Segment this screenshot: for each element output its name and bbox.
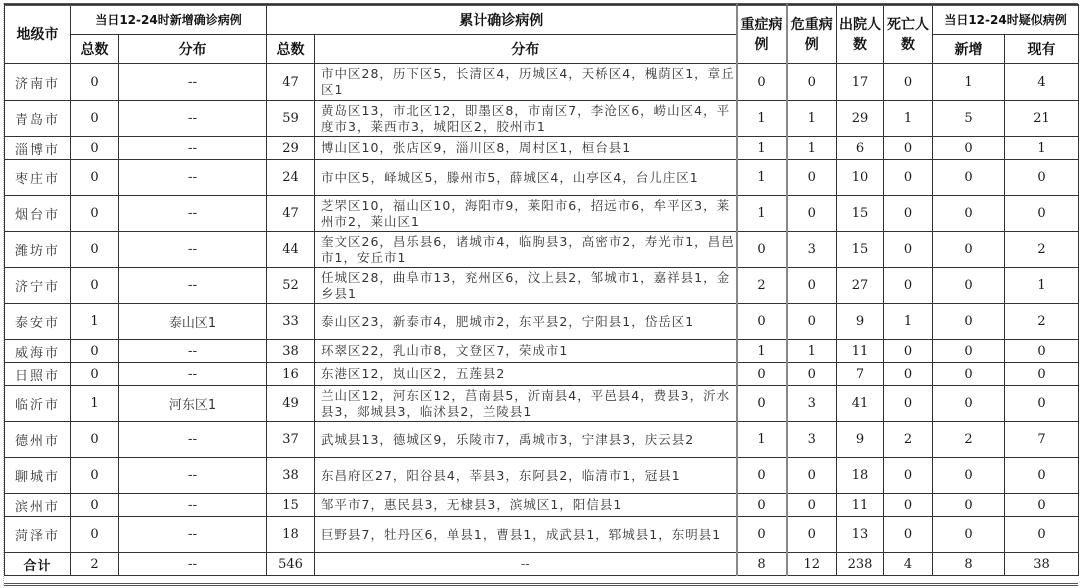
cum-distribution: 巨野县7，牡丹区6，单县1，曹县1，成武县1，郓城县1，东明县1 [315,517,737,553]
cum-distribution: 黄岛区13，市北区12，即墨区8，市南区7，李沧区6，崂山区4，平度市3，莱西市3，城阳区2，胶州市1 [315,101,737,137]
table-bottom-border [4,583,1078,586]
deaths-count: 0 [884,137,933,160]
cum-distribution: 任城区28，曲阜市13，兖州区6，汶上县2，邹城市1，嘉祥县1，金乡县1 [315,268,737,304]
city-name: 烟台市 [5,196,71,232]
new-distribution: 泰山区1 [119,304,267,340]
city-name: 合计 [5,553,71,576]
deaths-count: 1 [884,304,933,340]
cum-total: 18 [267,517,315,553]
deaths-count: 0 [884,64,933,101]
new-total: 0 [71,196,119,232]
table-row [5,517,1079,553]
header-new-confirmed: 当日12-24时新增确诊病例 [71,5,267,35]
critical-count: 1 [787,101,837,137]
suspect-new: 0 [933,340,1005,363]
suspect-existing: 0 [1005,196,1079,232]
suspect-new: 0 [933,517,1005,553]
cum-total: 38 [267,340,315,363]
city-name: 日照市 [5,363,71,386]
deaths-count: 0 [884,268,933,304]
cum-distribution: 博山区10，张店区9，淄川区8，周村区1，桓台县1 [315,137,737,160]
header-new-total: 总数 [71,35,119,64]
table-row [5,340,1079,363]
new-total: 0 [71,137,119,160]
suspect-new: 0 [933,268,1005,304]
suspect-new: 0 [933,304,1005,340]
header-city: 地级市 [5,5,71,64]
suspect-new: 0 [933,386,1005,422]
header-suspect-existing: 现有 [1005,35,1079,64]
cum-distribution: 芝罘区10，福山区10，海阳市9，莱阳市6，招远市6，牟平区3，莱州市2，莱山区1 [315,196,737,232]
deaths-count: 0 [884,160,933,196]
cum-total: 52 [267,268,315,304]
table-row [5,232,1079,268]
city-name: 青岛市 [5,101,71,137]
new-total: 0 [71,517,119,553]
suspect-new: 0 [933,458,1005,494]
new-distribution: -- [119,553,267,576]
critical-count: 0 [787,268,837,304]
cum-distribution: 东港区12，岚山区2，五莲县2 [315,363,737,386]
suspect-existing: 0 [1005,494,1079,517]
new-distribution: -- [119,458,267,494]
new-distribution: -- [119,363,267,386]
new-total: 0 [71,422,119,458]
new-total: 0 [71,160,119,196]
cum-distribution: 市中区5，峄城区5，滕州市5，薛城区4，山亭区4，台儿庄区1 [315,160,737,196]
city-name: 菏泽市 [5,517,71,553]
cum-distribution: 环翠区22，乳山市8，文登区7，荣成市1 [315,340,737,363]
severe-count: 0 [737,232,787,268]
severe-count: 0 [737,386,787,422]
critical-count: 1 [787,137,837,160]
city-name: 临沂市 [5,386,71,422]
deaths-count: 0 [884,386,933,422]
cum-total: 37 [267,422,315,458]
severe-count: 1 [737,340,787,363]
cum-total: 16 [267,363,315,386]
cum-distribution: 东昌府区27，阳谷县4，莘县3，东阿县2，临清市1，冠县1 [315,458,737,494]
severe-count: 1 [737,160,787,196]
discharged-count: 15 [837,232,884,268]
table-row [5,196,1079,232]
new-total: 0 [71,101,119,137]
header-deaths: 死亡人数 [884,5,933,64]
table-row [5,386,1079,422]
new-distribution: -- [119,160,267,196]
severe-count: 0 [737,517,787,553]
deaths-count: 0 [884,458,933,494]
new-distribution: -- [119,232,267,268]
city-name: 聊城市 [5,458,71,494]
discharged-count: 29 [837,101,884,137]
table-row [5,137,1079,160]
table-row [5,160,1079,196]
suspect-existing: 2 [1005,304,1079,340]
suspect-existing: 2 [1005,232,1079,268]
deaths-count: 0 [884,196,933,232]
deaths-count: 1 [884,101,933,137]
cum-total: 38 [267,458,315,494]
city-name: 德州市 [5,422,71,458]
header-severe: 重症病例 [737,5,787,64]
suspect-existing: 0 [1005,340,1079,363]
new-total: 0 [71,268,119,304]
new-distribution: -- [119,137,267,160]
critical-count: 3 [787,232,837,268]
new-distribution: -- [119,340,267,363]
severe-count: 0 [737,363,787,386]
severe-count: 1 [737,137,787,160]
header-suspect-new: 新增 [933,35,1005,64]
discharged-count: 6 [837,137,884,160]
new-distribution: 河东区1 [119,386,267,422]
discharged-count: 7 [837,363,884,386]
severe-count: 8 [737,553,787,576]
new-total: 0 [71,64,119,101]
critical-count: 3 [787,422,837,458]
deaths-count: 2 [884,422,933,458]
city-name: 潍坊市 [5,232,71,268]
suspect-new: 5 [933,101,1005,137]
critical-count: 0 [787,304,837,340]
discharged-count: 15 [837,196,884,232]
city-name: 威海市 [5,340,71,363]
suspect-new: 2 [933,422,1005,458]
new-total: 0 [71,363,119,386]
cum-total: 47 [267,196,315,232]
cum-distribution: -- [315,553,737,576]
new-total: 0 [71,458,119,494]
table-row [5,363,1079,386]
discharged-count: 9 [837,304,884,340]
discharged-count: 18 [837,458,884,494]
table-row [5,64,1079,101]
suspect-new: 0 [933,232,1005,268]
suspect-existing: 1 [1005,137,1079,160]
new-distribution: -- [119,64,267,101]
discharged-count: 13 [837,517,884,553]
new-total: 2 [71,553,119,576]
cum-total: 59 [267,101,315,137]
severe-count: 1 [737,422,787,458]
city-name: 济南市 [5,64,71,101]
critical-count: 0 [787,363,837,386]
severe-count: 0 [737,494,787,517]
deaths-count: 0 [884,494,933,517]
covid-case-table [4,4,1079,576]
header-critical: 危重病例 [787,5,837,64]
critical-count: 3 [787,386,837,422]
discharged-count: 11 [837,494,884,517]
cum-distribution: 泰山区23，新泰市4，肥城市2，东平县2，宁阳县1，岱岳区1 [315,304,737,340]
cum-total: 33 [267,304,315,340]
severe-count: 2 [737,268,787,304]
city-name: 枣庄市 [5,160,71,196]
suspect-existing: 38 [1005,553,1079,576]
new-total: 1 [71,386,119,422]
city-name: 淄博市 [5,137,71,160]
header-cum-distribution: 分布 [315,35,737,64]
suspect-new: 1 [933,64,1005,101]
critical-count: 1 [787,340,837,363]
header-new-distribution: 分布 [119,35,267,64]
cum-distribution: 市中区28，历下区5，长清区4，历城区4，天桥区4，槐荫区1，章丘区1 [315,64,737,101]
discharged-count: 10 [837,160,884,196]
severe-count: 0 [737,64,787,101]
critical-count: 0 [787,196,837,232]
header-cum-total: 总数 [267,35,315,64]
new-distribution: -- [119,101,267,137]
city-name: 滨州市 [5,494,71,517]
deaths-count: 0 [884,517,933,553]
discharged-count: 238 [837,553,884,576]
deaths-count: 4 [884,553,933,576]
cum-distribution: 邹平市7，惠民县3，无棣县3，滨城区1，阳信县1 [315,494,737,517]
severe-count: 1 [737,101,787,137]
new-total: 0 [71,340,119,363]
new-total: 0 [71,494,119,517]
new-distribution: -- [119,268,267,304]
critical-count: 0 [787,517,837,553]
suspect-existing: 7 [1005,422,1079,458]
table-top-border [4,3,1078,6]
suspect-existing: 4 [1005,64,1079,101]
cum-distribution: 兰山区12，河东区12，莒南县5，沂南县4，平邑县4，费县3，沂水县3，郯城县3，临沭县2，兰陵县1 [315,386,737,422]
new-distribution: -- [119,494,267,517]
discharged-count: 27 [837,268,884,304]
critical-count: 0 [787,494,837,517]
header-suspected: 当日12-24时疑似病例 [933,5,1079,35]
suspect-new: 0 [933,363,1005,386]
discharged-count: 9 [837,422,884,458]
cum-distribution: 武城县13，德城区9，乐陵市7，禹城市3，宁津县3，庆云县2 [315,422,737,458]
cum-total: 546 [267,553,315,576]
deaths-count: 0 [884,232,933,268]
suspect-existing: 0 [1005,160,1079,196]
new-total: 1 [71,304,119,340]
cum-total: 44 [267,232,315,268]
cum-distribution: 奎文区26，昌乐县6，诸城市4，临朐县3，高密市2，寿光市1，昌邑市1，安丘市1 [315,232,737,268]
new-distribution: -- [119,517,267,553]
table-row [5,101,1079,137]
table-row [5,422,1079,458]
critical-count: 0 [787,160,837,196]
deaths-count: 0 [884,340,933,363]
new-total: 0 [71,232,119,268]
discharged-count: 41 [837,386,884,422]
cum-total: 29 [267,137,315,160]
city-name: 济宁市 [5,268,71,304]
suspect-existing: 0 [1005,517,1079,553]
severe-count: 0 [737,458,787,494]
discharged-count: 17 [837,64,884,101]
suspect-new: 0 [933,494,1005,517]
new-distribution: -- [119,422,267,458]
header-cumulative-confirmed: 累计确诊病例 [267,5,737,35]
critical-count: 12 [787,553,837,576]
suspect-new: 8 [933,553,1005,576]
cum-total: 49 [267,386,315,422]
table-row [5,304,1079,340]
new-distribution: -- [119,196,267,232]
table-row [5,268,1079,304]
suspect-existing: 1 [1005,268,1079,304]
deaths-count: 0 [884,363,933,386]
table-row [5,458,1079,494]
suspect-new: 0 [933,196,1005,232]
cum-total: 47 [267,64,315,101]
suspect-existing: 0 [1005,363,1079,386]
severe-count: 1 [737,196,787,232]
critical-count: 0 [787,458,837,494]
severe-count: 0 [737,304,787,340]
table-total-row [5,553,1079,576]
suspect-new: 0 [933,160,1005,196]
critical-count: 0 [787,64,837,101]
table-row [5,494,1079,517]
header-discharged: 出院人数 [837,5,884,64]
suspect-existing: 0 [1005,386,1079,422]
suspect-existing: 0 [1005,458,1079,494]
suspect-new: 0 [933,137,1005,160]
suspect-existing: 21 [1005,101,1079,137]
cum-total: 15 [267,494,315,517]
discharged-count: 11 [837,340,884,363]
city-name: 泰安市 [5,304,71,340]
cum-total: 24 [267,160,315,196]
